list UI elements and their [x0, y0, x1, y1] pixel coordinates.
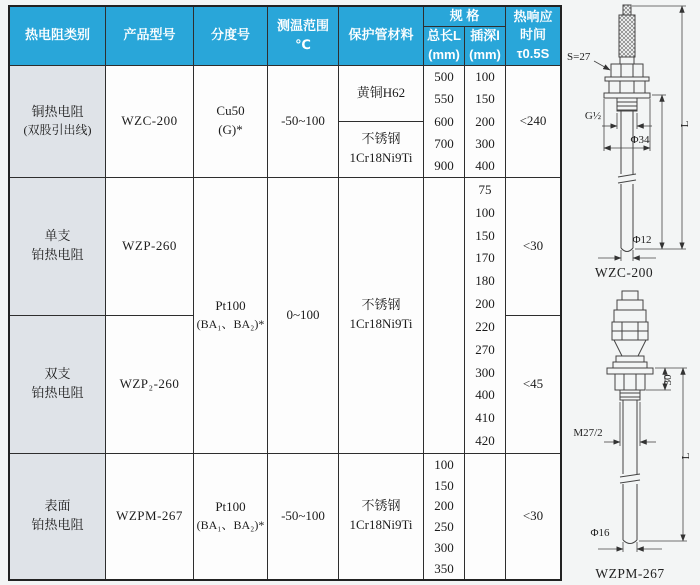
spec-value: 400	[475, 157, 495, 173]
copper-response-cell: <240	[506, 65, 562, 177]
platinum-range-cell: 0~100	[268, 177, 339, 453]
spec-value: 410	[475, 410, 495, 426]
dim-label-length-l: L	[679, 120, 691, 128]
wzpm-probe-body	[607, 291, 653, 544]
copper-model-cell: WZC-200	[106, 65, 194, 177]
spec-value: 100	[434, 456, 454, 472]
copper-material-brass: 黄铜H62	[339, 66, 423, 122]
header-response	[506, 6, 562, 65]
copper-material-steel	[339, 122, 423, 177]
header-graduation: 分度号	[194, 6, 268, 65]
double-category-cell	[9, 315, 106, 453]
drawings-panel	[560, 0, 700, 585]
header-material: 保护管材料	[339, 6, 424, 65]
dim-label-length-l2: L	[680, 452, 692, 460]
surface-graduation-line2: (BA₁、BA₂)*	[196, 518, 265, 532]
spec-value: 100	[475, 69, 495, 85]
header-category: 热电阻类别	[9, 6, 106, 65]
spec-value: 150	[475, 227, 495, 243]
surface-material-cell	[339, 453, 424, 580]
wzpm-267-diagram	[560, 284, 700, 584]
surface-category-line2: 铂热电阻	[31, 517, 84, 533]
double-model-cell: WZP₂-260	[106, 315, 194, 453]
spec-value: 200	[434, 498, 454, 514]
dim-label-dia16: Φ16	[590, 527, 610, 539]
single-category-line2: 铂热电阻	[31, 247, 84, 263]
row-surface-platinum	[9, 453, 561, 580]
spec-value: 170	[475, 250, 495, 266]
dim-label-g-thread: G½	[584, 110, 602, 122]
wzpm-dimension-lines	[598, 368, 687, 552]
single-response-cell: <30	[506, 177, 562, 315]
copper-category-line1: 铜热电阻	[31, 103, 84, 119]
header-response-tau: τ0.5S	[516, 46, 550, 62]
table-header	[9, 6, 561, 65]
header-model: 产品型号	[106, 6, 194, 65]
dim-label-m27: M27/2	[573, 427, 603, 439]
spec-value: 220	[475, 318, 495, 334]
platinum-material-cell	[339, 177, 424, 453]
surface-model-cell: WZPM-267	[106, 453, 194, 580]
header-response-line2: 时间	[519, 27, 546, 43]
spec-value: 700	[434, 135, 454, 151]
header-insert-depth	[465, 26, 506, 65]
spec-value: 400	[475, 387, 495, 403]
header-range	[268, 6, 339, 65]
platinum-total-length-cell	[424, 177, 465, 453]
surface-graduation-cell	[194, 453, 268, 580]
spec-value: 300	[475, 364, 495, 380]
wzpm-267-caption: WZPM-267	[595, 566, 665, 581]
spec-table	[8, 5, 562, 581]
dim-label-30: 30	[662, 374, 674, 386]
spec-value: 200	[475, 113, 495, 129]
single-category-line1: 单支	[44, 228, 71, 244]
copper-total-length-cell	[424, 65, 465, 177]
copper-material-cell	[339, 65, 424, 177]
surface-graduation-line1: Pt100	[215, 499, 246, 515]
spec-value: 100	[475, 204, 495, 220]
dim-label-dia12: Φ12	[632, 234, 652, 246]
platinum-material-line1: 不锈钢	[361, 297, 401, 313]
spec-value: 250	[434, 519, 454, 535]
header-total-length	[424, 26, 465, 65]
header-spec: 规 格	[424, 6, 506, 26]
platinum-graduation-cell	[194, 177, 268, 453]
surface-insert-depth-cell	[465, 453, 506, 580]
copper-insert-depth-list	[465, 66, 505, 177]
spec-value: 300	[475, 135, 495, 151]
header-total-length-text: 总长L	[427, 27, 461, 43]
platinum-insert-depth-list	[465, 178, 505, 452]
surface-total-length-cell	[424, 453, 465, 580]
header-range-unit: ℃	[295, 36, 311, 52]
surface-response-cell: <30	[506, 453, 562, 580]
single-category-cell	[9, 177, 106, 315]
spec-value: 200	[475, 296, 495, 312]
spec-value: 900	[434, 157, 454, 173]
spec-value: 180	[475, 273, 495, 289]
row-copper	[9, 65, 561, 177]
wzc-200-diagram	[560, 2, 698, 284]
dim-label-dia34: Φ34	[630, 134, 650, 146]
surface-material-line1: 不锈钢	[361, 498, 401, 514]
spec-value: 420	[475, 433, 495, 449]
surface-category-line1: 表面	[44, 498, 71, 514]
spec-value: 350	[434, 560, 454, 576]
header-response-line1: 热响应	[513, 8, 553, 24]
header-range-text: 测温范围	[276, 17, 329, 33]
header-insert-depth-unit: (mm)	[469, 46, 501, 62]
platinum-graduation-line1: Pt100	[215, 297, 246, 313]
spec-value: 600	[434, 113, 454, 129]
platinum-material-line2: 1Cr18Ni9Ti	[349, 316, 413, 332]
row-single-platinum	[9, 177, 561, 315]
surface-category-cell	[9, 453, 106, 580]
copper-insert-depth-cell	[465, 65, 506, 177]
spec-value: 500	[434, 69, 454, 85]
surface-range-cell: -50~100	[268, 453, 339, 580]
spec-value: 75	[478, 181, 492, 197]
spec-value: 150	[475, 91, 495, 107]
double-category-line1: 双支	[44, 366, 71, 382]
copper-material-steel-line2: 1Cr18Ni9Ti	[349, 150, 413, 166]
copper-category-line2: (双股引出线)	[23, 122, 92, 137]
copper-graduation-line1: Cu50	[216, 103, 245, 119]
header-insert-depth-text: 插深l	[470, 27, 500, 43]
copper-graduation-cell	[194, 65, 268, 177]
spec-value: 300	[434, 540, 454, 555]
copper-category-cell	[9, 65, 106, 177]
wzc-200-caption: WZC-200	[594, 265, 654, 280]
double-response-cell: <45	[506, 315, 562, 453]
copper-material-split	[339, 66, 423, 177]
double-category-line2: 铂热电阻	[31, 385, 84, 401]
platinum-insert-depth-cell	[465, 177, 506, 453]
header-total-length-unit: (mm)	[428, 46, 460, 62]
copper-total-length-list	[424, 66, 464, 177]
surface-material-line2: 1Cr18Ni9Ti	[349, 517, 413, 533]
wzc-probe-body	[604, 5, 650, 252]
spec-value: 550	[434, 91, 454, 107]
dim-label-s27: S=27	[567, 51, 591, 63]
platinum-graduation-line2: (BA₁、BA₂)*	[196, 316, 265, 331]
single-model-cell: WZP-260	[106, 177, 194, 315]
surface-total-length-list	[424, 454, 464, 579]
copper-graduation-line2: (G)*	[218, 122, 243, 138]
copper-range-cell: -50~100	[268, 65, 339, 177]
copper-material-steel-line1: 不锈钢	[361, 131, 401, 147]
spec-value: 150	[434, 477, 454, 493]
spec-value: 270	[475, 341, 495, 357]
